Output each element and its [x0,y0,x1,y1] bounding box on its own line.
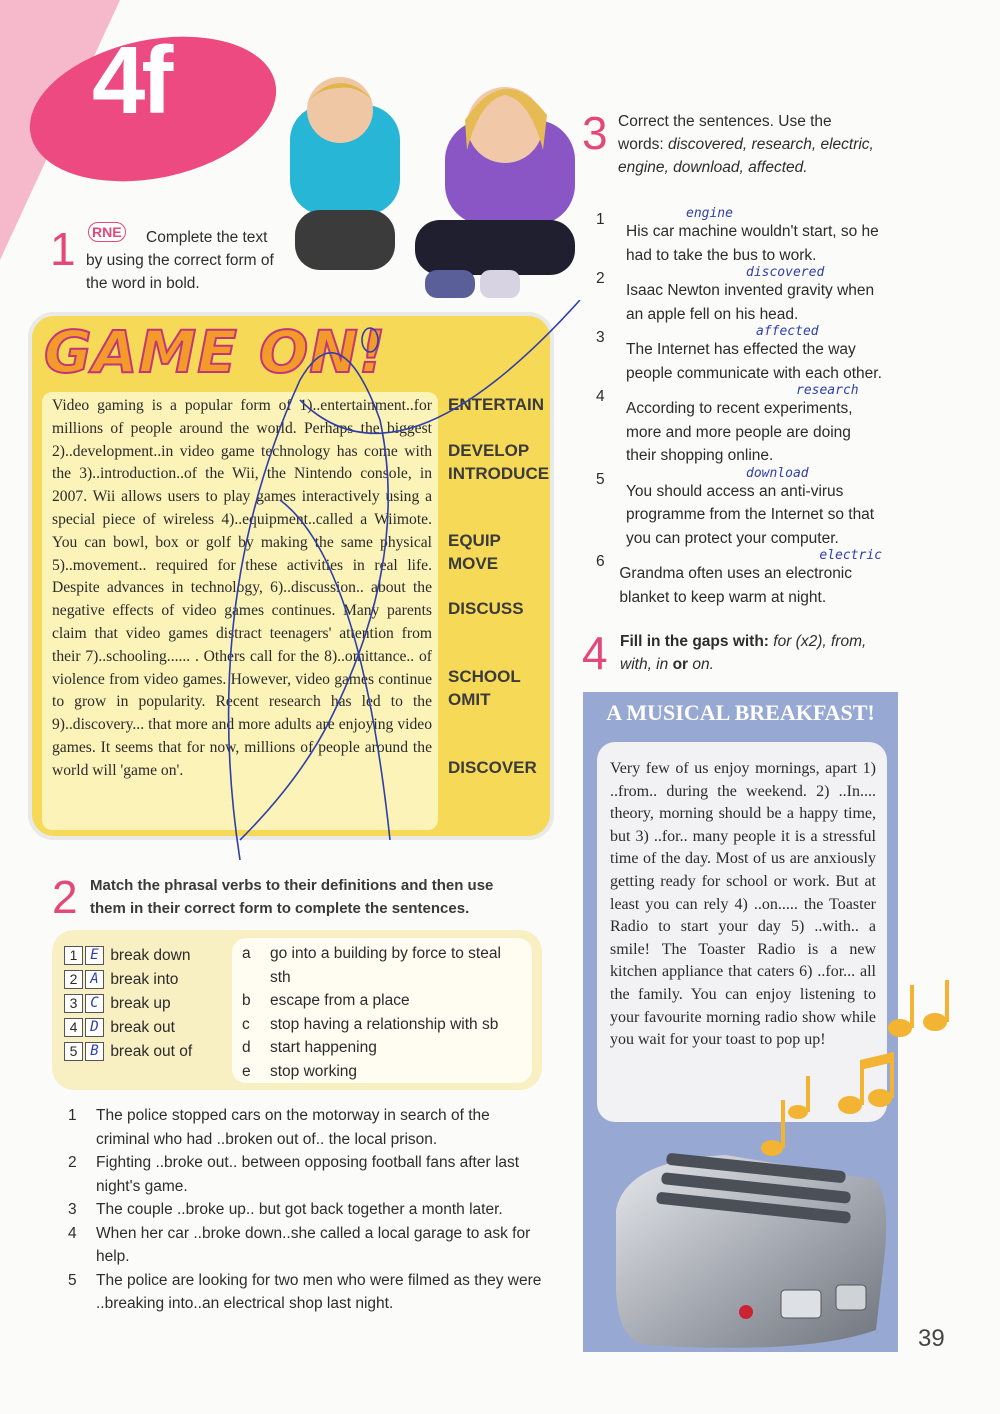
exercise-1-number: 1 [50,223,76,275]
bold-word: SCHOOL [448,667,521,686]
exercise-3-instruction: Correct the sentences. Use the words: discovered, research, electric, engine, download, affected. [618,113,874,176]
definition-row: b escape from a place [242,992,410,1009]
bold-word: MOVE [448,554,499,573]
bold-word: ENTERTAIN [448,395,545,414]
toaster-radio-illustration [606,1140,896,1360]
definition-list [242,942,522,1083]
phrasal-verb-row: 5 B break out of [64,1040,234,1064]
phrasal-verb-sentences [68,1104,544,1316]
sentence-row: 4 When her car ..broke down..she called a local garage to ask for help. [68,1224,531,1265]
exercise-4-number: 4 [582,627,608,679]
phrasal-verb-row: 3 C break up [64,992,234,1016]
exercise-2-number: 2 [52,871,78,923]
definition-row: d start happening [242,1039,377,1056]
phrasal-verb-row: 4 D break out [64,1016,234,1040]
correction-item: 4 research According to recent experiments, more and more people are doing their shopping online. [596,383,859,464]
game-on-title: GAME ON! [44,318,387,386]
exercise-2-instruction: Match the phrasal verbs to their definitions and then use them in their correct form to complete the sentences. [90,877,494,917]
phrasal-verb-list [64,944,234,1064]
correction-item: 1 engine His car machine wouldn't start, so he had to take the bus to work. [596,206,879,264]
bold-word: EQUIP [448,531,501,550]
definition-row: c stop having a relationship with sb [242,1015,499,1033]
exercise-4-instruction: Fill in the gaps with: for (x2), from, with, in or on. [620,633,867,673]
correction-sentences [596,208,882,609]
exercise-1-instruction: Complete the text by using the correct form of the word in bold. [86,229,274,292]
musical-breakfast-title: A MUSICAL BREAKFAST! [606,700,875,725]
rne-badge: RNE [88,222,140,246]
definition-row: e stop working [242,1062,358,1080]
definition-row: a go into a building by force to steal sth [242,945,501,986]
exercise-3-number: 3 [582,107,608,159]
correction-item: 6 electric Grandma often uses an electronic blanket to keep warm at night. [596,548,882,606]
sentence-row: 3 The couple ..broke up.. but got back together a month later. [68,1201,503,1218]
music-notes-icon [760,980,950,1160]
unit-label: 4f [92,27,170,134]
musical-breakfast-text: Very few of us enjoy mornings, apart 1) ..from.. during the weekend. 2) ..In.... theory, morning should be a happy time, but 3) ..for.. many people it is a stressful time of the day. Most of us are anxiously getting ready for school or work. But at least you can rely 4) ..on..... the Toaster Radio to start your day 5) ..with.. a smile! The Toaster Radio is a new kitchen appliance that caters 6) ..for... all the family. You can enjoy listening to your favourite morning radio show while you wait for your toast to pop up! [610,760,876,1049]
phrasal-verb-row: 2 A break into [64,968,234,992]
correction-item: 3 affected The Internet has effected the way people communicate with each other. [596,324,882,382]
correction-item: 5 download You should access an anti-virus programme from the Internet so that you can protect your computer. [596,465,875,547]
bold-word: DEVELOP [448,441,530,460]
sentence-row: 5 The police are looking for two men who were filmed as they were ..breaking into..an electrical shop last night. [68,1271,542,1312]
bold-word: OMIT [448,690,491,709]
sentence-row: 1 The police stopped cars on the motorway in search of the criminal who had ..broken out of.. the local prison. [68,1107,490,1148]
sentence-row: 2 Fighting ..broke out.. between opposing football fans after last night's game. [68,1154,520,1195]
phrasal-verb-row: 1 E break down [64,944,234,968]
bold-word: INTRODUCE [448,464,550,483]
game-on-text: Video gaming is a popular form of 1)..entertainment..for millions of people around the world. Perhaps the biggest 2)..development..in video game technology has come with the 3)..introduction..of the Wii, the Nintendo console, in 2007. Wii allows users to play games interactively using a special piece of wireless 4)..equipment..called a Wiimote. You can bowl, box or golf by making the same physical 5)..movement.. required for these activities in real life. Despite advances in technology, 6)..discussion.. about the negative effects of video games continues. Many parents claim that video games distract teenagers' attention from their 7)..schooling...... . Others call for the 8)..omittance.. of violence from video games. However, video games continue to grow in popularity. Recent research has led to the 9)..discovery... that more and more adults are enjoying video games. It seems that for now, millions of people around the world will 'game on'. [52,397,432,779]
page-number: 39 [918,1325,945,1352]
kids-illustration [285,60,585,310]
bold-word: DISCUSS [448,599,524,618]
correction-item: 2 discovered Isaac Newton invented gravity when an apple fell on his head. [596,265,875,323]
bold-word: DISCOVER [448,758,537,777]
